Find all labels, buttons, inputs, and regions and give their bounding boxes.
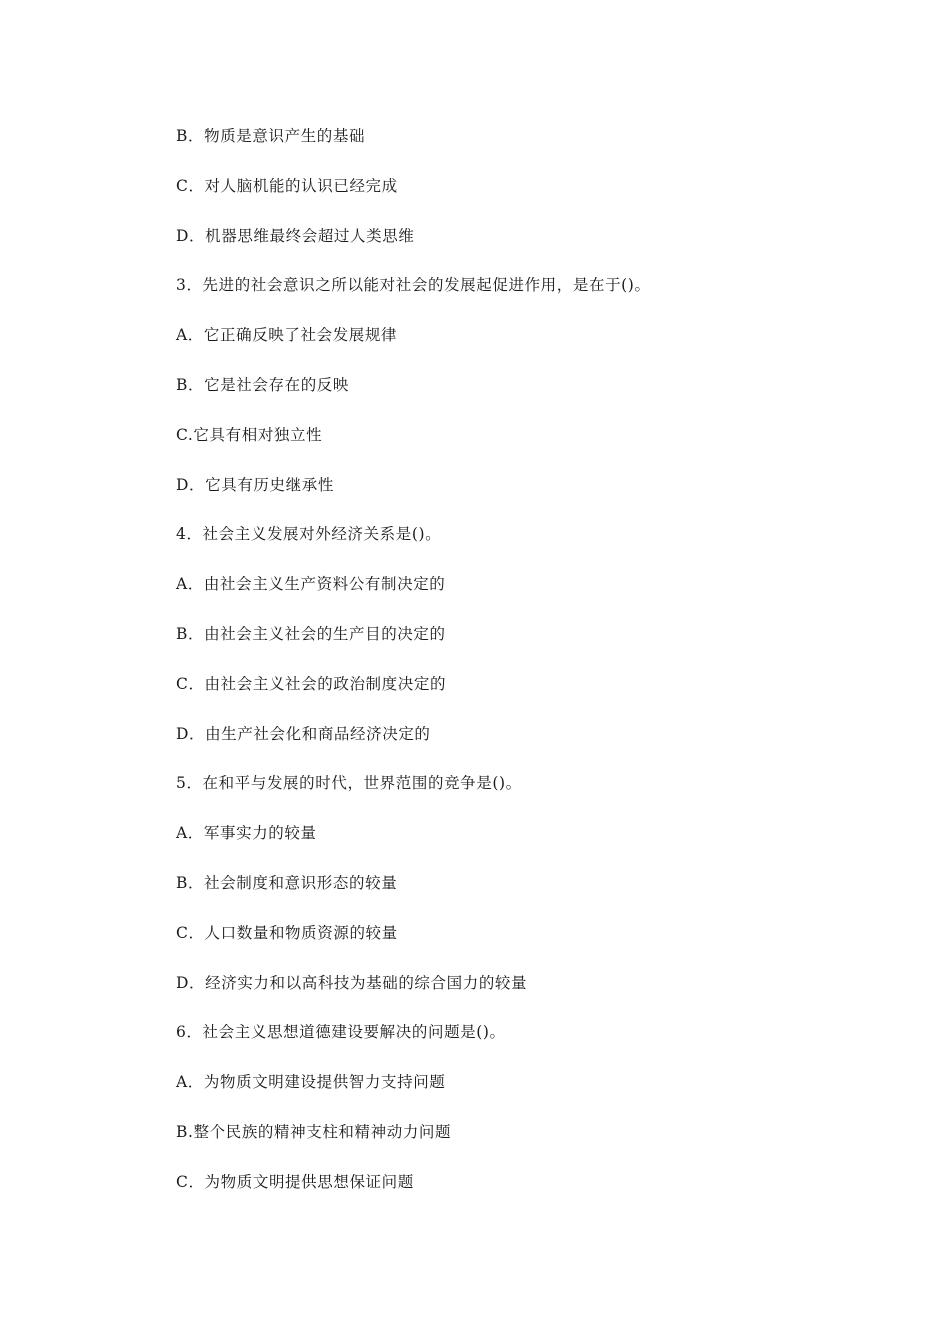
option-line: D．由生产社会化和商品经济决定的 bbox=[176, 724, 431, 743]
option-line: C.它具有相对独立性 bbox=[176, 425, 323, 444]
option-line: C．对人脑机能的认识已经完成 bbox=[176, 176, 398, 195]
option-line: C．由社会主义社会的政治制度决定的 bbox=[176, 674, 447, 693]
option-line: C．为物质文明提供思想保证问题 bbox=[176, 1172, 414, 1191]
option-line: C．人口数量和物质资源的较量 bbox=[176, 923, 398, 942]
option-line: A．军事实力的较量 bbox=[176, 824, 317, 843]
option-line: D．它具有历史继承性 bbox=[176, 475, 334, 494]
option-line: B．社会制度和意识形态的较量 bbox=[176, 873, 398, 892]
option-line: D．机器思维最终会超过人类思维 bbox=[176, 226, 415, 245]
option-line: A．它正确反映了社会发展规律 bbox=[176, 326, 398, 345]
option-line: B．物质是意识产生的基础 bbox=[176, 127, 366, 145]
option-line: B．它是社会存在的反映 bbox=[176, 375, 349, 394]
question-line: 4．社会主义发展对外经济关系是()。 bbox=[176, 525, 442, 544]
option-line: B.整个民族的精神支柱和精神动力问题 bbox=[176, 1122, 452, 1141]
question-line: 6．社会主义思想道德建设要解决的问题是()。 bbox=[176, 1023, 506, 1042]
option-line: A．为物质文明建设提供智力支持问题 bbox=[176, 1073, 446, 1092]
option-line: A．由社会主义生产资料公有制决定的 bbox=[176, 575, 446, 594]
question-text-block bbox=[176, 122, 876, 1218]
option-line: B．由社会主义社会的生产目的决定的 bbox=[176, 624, 446, 643]
question-line: 3．先进的社会意识之所以能对社会的发展起促进作用，是在于()。 bbox=[176, 276, 651, 295]
option-line: D．经济实力和以高科技为基础的综合国力的较量 bbox=[176, 973, 528, 992]
question-line: 5．在和平与发展的时代，世界范围的竞争是()。 bbox=[176, 774, 522, 793]
